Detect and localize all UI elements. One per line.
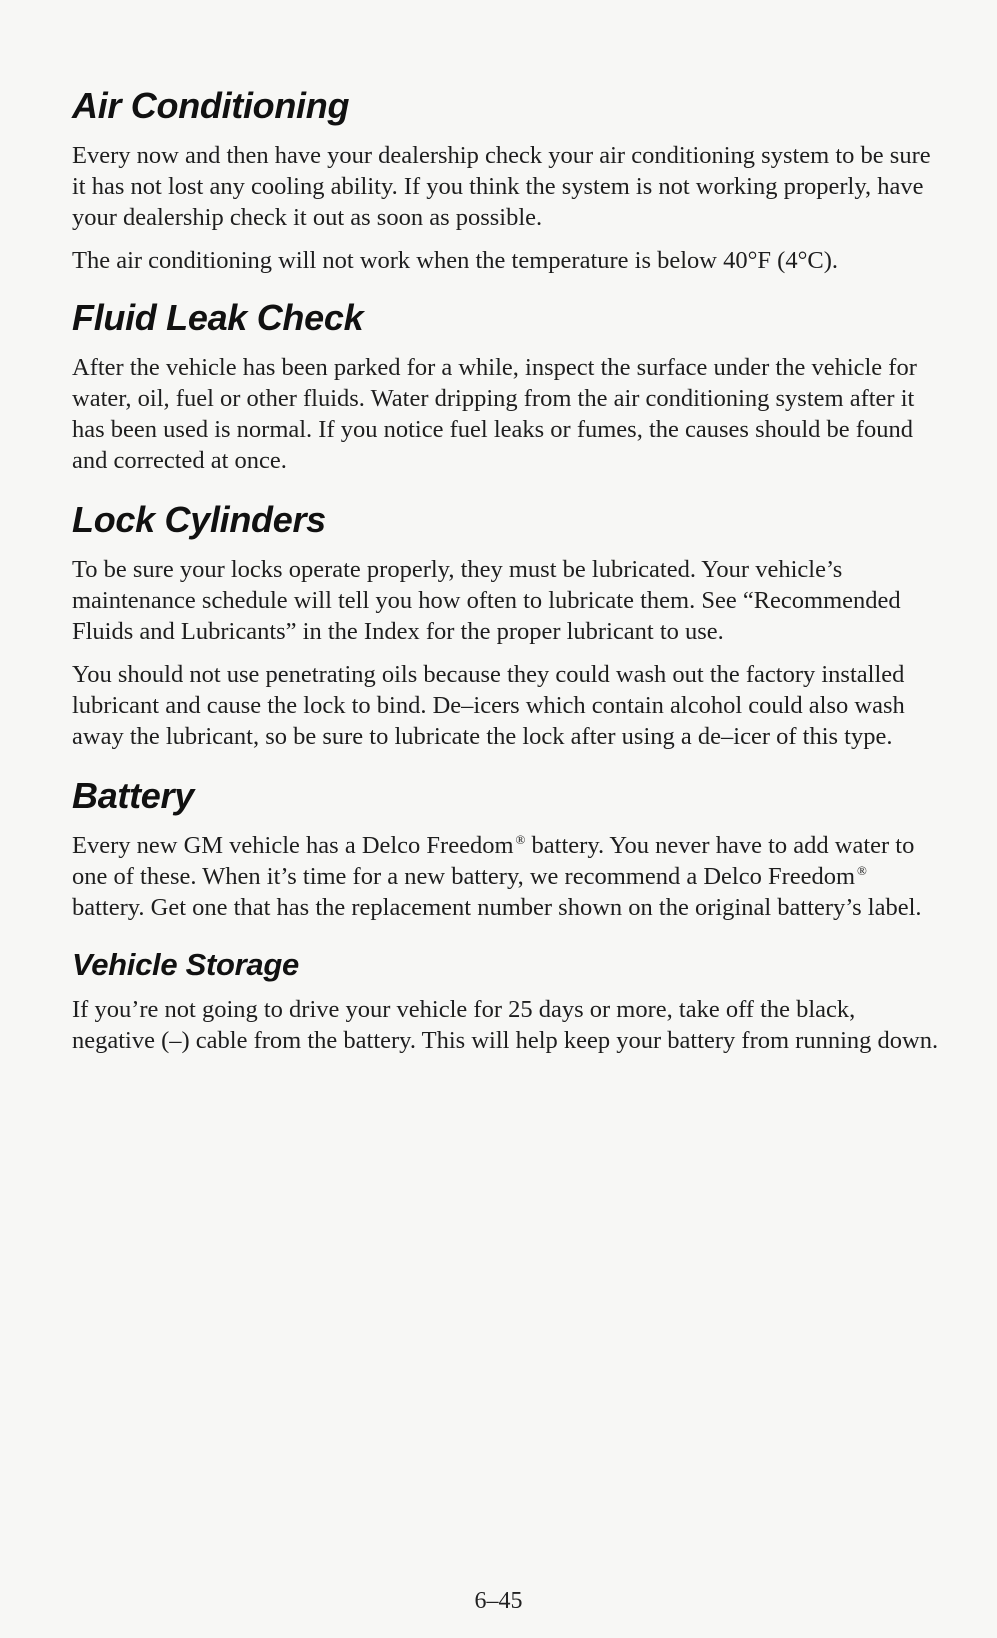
heading-fluid-leak-check: Fluid Leak Check — [72, 297, 364, 338]
heading-vehicle-storage: Vehicle Storage — [72, 947, 299, 982]
paragraph-lock-lubrication: To be sure your locks operate properly, they must be lubricated. Your vehicle’s maintenance schedule will tell you how often to lubricate them. See “Recommended Fluids and Lubricants” in the Index for the proper lubricant to use. — [72, 556, 901, 645]
page-number: 6–45 — [474, 1588, 523, 1614]
registered-mark-2: ® — [857, 863, 867, 878]
section-air-conditioning — [72, 85, 942, 276]
section-fluid-leak-check — [72, 297, 942, 476]
manual-page — [72, 85, 942, 1082]
battery-text-1: Every new GM vehicle has a Delco Freedom — [72, 832, 514, 859]
paragraph-fluid-leak: After the vehicle has been parked for a while, inspect the surface under the vehicle for water, oil, fuel or other fluids. Water dripping from the air conditioning system after it has been used is normal. If you notice fuel leaks or fumes, the causes should be found and corrected at once. — [72, 354, 917, 474]
heading-air-conditioning: Air Conditioning — [72, 85, 350, 126]
paragraph-ac-temperature: The air conditioning will not work when the temperature is below 40°F (4°C). — [72, 247, 839, 274]
battery-text-2: battery. You never have to add water to one of these. When it’s time for a new battery, we recommend a Delco Freedom — [72, 832, 915, 890]
section-vehicle-storage — [72, 949, 942, 1056]
heading-lock-cylinders: Lock Cylinders — [72, 499, 326, 540]
paragraph-vehicle-storage: If you’re not going to drive your vehicle for 25 days or more, take off the black, negative (–) cable from the battery. This will help keep your battery from running down. — [72, 996, 939, 1054]
section-battery — [72, 775, 942, 923]
paragraph-penetrating-oils: You should not use penetrating oils because they could wash out the factory installed lubricant and cause the lock to bind. De–icers which contain alcohol could also wash away the lubricant, so be sure to lubricate the lock after using a de–icer of this type. — [72, 661, 905, 750]
paragraph-battery — [72, 830, 942, 923]
registered-mark-1: ® — [515, 832, 526, 847]
heading-battery: Battery — [72, 775, 194, 816]
section-lock-cylinders — [72, 499, 942, 752]
battery-text-3: battery. Get one that has the replacement number shown on the original battery’s label. — [72, 894, 922, 921]
paragraph-ac-check: Every now and then have your dealership check your air conditioning system to be sure it has not lost any cooling ability. If you think the system is not working properly, have your dealership check it out as soon as possible. — [72, 142, 931, 231]
